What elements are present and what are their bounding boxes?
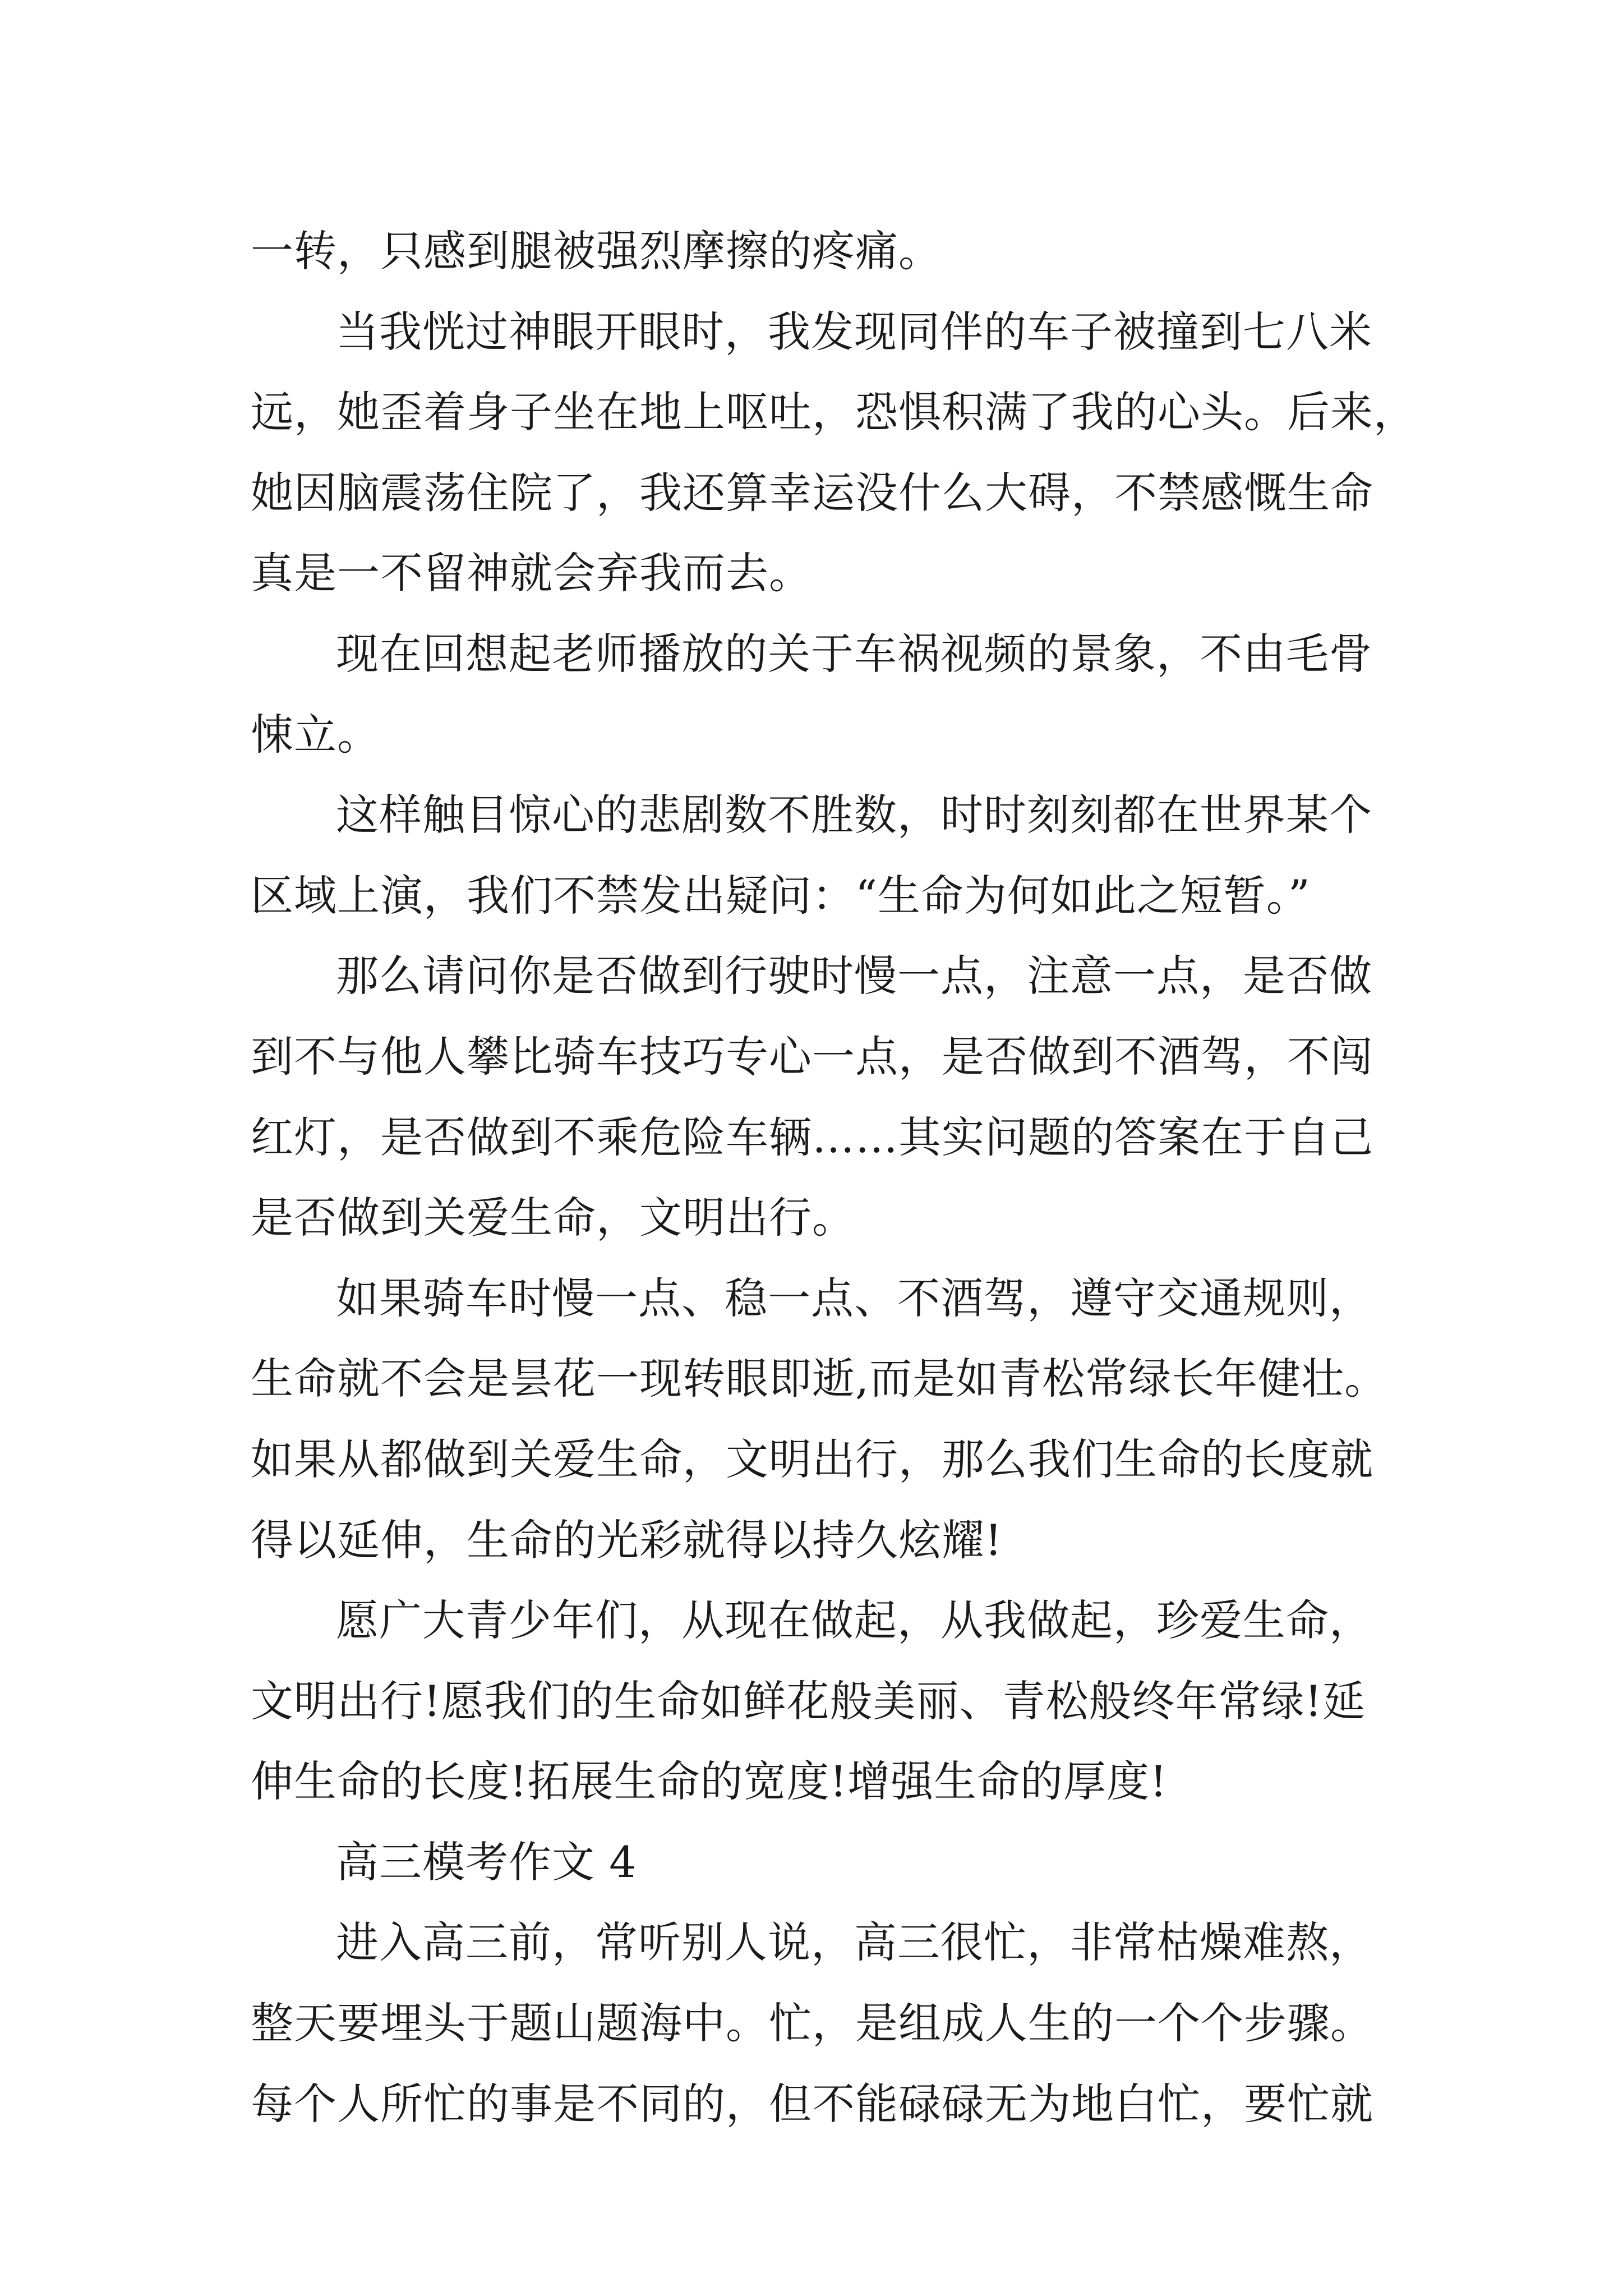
text-line: 文明出行!愿我们的生命如鲜花般美丽、青松般终年常绿!延 (251, 1676, 1366, 1726)
text-line: 进入高三前，常听别人说，高三很忙，非常枯燥难熬， (336, 1917, 1372, 1968)
text-line: 她因脑震荡住院了，我还算幸运没什么大碍，不禁感慨生命 (251, 467, 1373, 518)
text-line: 得以延伸，生命的光彩就得以持久炫耀! (251, 1515, 1003, 1565)
text-line: 如果骑车时慢一点、稳一点、不酒驾，遵守交通规则， (336, 1273, 1372, 1323)
text-line: 一转，只感到腿被强烈摩擦的疼痛。 (251, 226, 942, 276)
text-line: 是否做到关爱生命，文明出行。 (251, 1193, 855, 1243)
text-line: 当我恍过神眼开眼时，我发现同伴的车子被撞到七八米 (336, 306, 1372, 357)
text-line: 每个人所忙的事是不同的，但不能碌碌无为地白忙，要忙就 (251, 2078, 1373, 2129)
text-line: 伸生命的长度!拓展生命的宽度!增强生命的厚度! (251, 1756, 1168, 1807)
text-line: 真是一不留神就会弃我而去。 (251, 548, 812, 599)
text-line: 悚立。 (251, 709, 380, 760)
text-line: 如果从都做到关爱生命，文明出行，那么我们生命的长度就 (251, 1434, 1373, 1484)
text-line: 生命就不会是昙花一现转眼即逝,而是如青松常绿长年健壮。 (251, 1354, 1388, 1404)
text-line: 那么请问你是否做到行驶时慢一点，注意一点，是否做 (336, 951, 1372, 1001)
essay-body (251, 211, 1417, 2144)
text-line: 远，她歪着身子坐在地上呕吐，恐惧积满了我的心头。后来， (251, 387, 1417, 438)
text-line: 区域上演，我们不禁发出疑问：“生命为何如此之短暂。” (251, 870, 1311, 921)
text-line: 愿广大青少年们，从现在做起，从我做起，珍爱生命， (336, 1595, 1372, 1646)
text-line: 现在回想起老师播放的关于车祸视频的景象，不由毛骨 (336, 628, 1372, 679)
text-line: 这样触目惊心的悲剧数不胜数，时时刻刻都在世界某个 (336, 790, 1372, 840)
text-line: 到不与他人攀比骑车技巧专心一点，是否做到不酒驾，不闯 (251, 1031, 1373, 1082)
text-line: 整天要埋头于题山题海中。忙，是组成人生的一个个步骤。 (251, 1998, 1373, 2049)
text-line: 红灯，是否做到不乘危险车辆……其实问题的答案在于自己 (251, 1112, 1373, 1162)
section-heading: 高三模考作文 4 (336, 1837, 637, 1887)
